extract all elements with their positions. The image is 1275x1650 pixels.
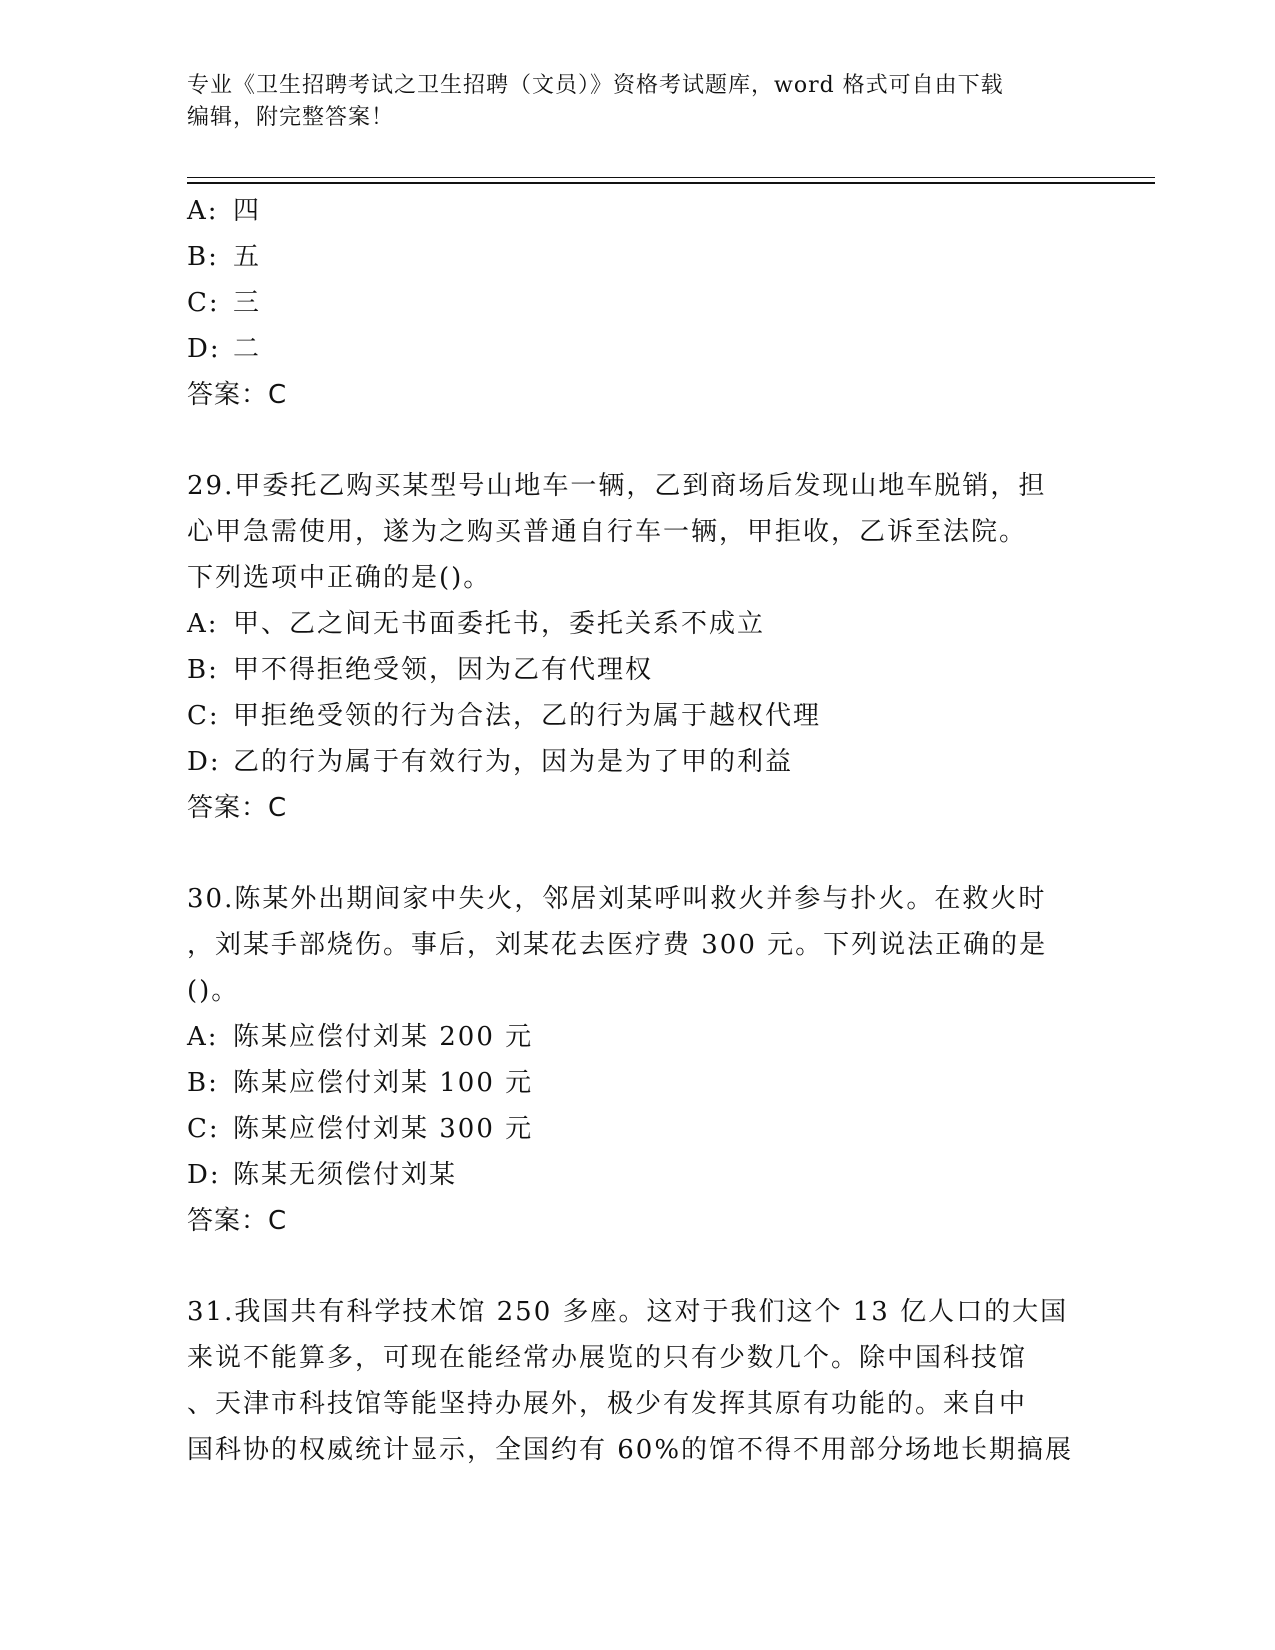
question-stem-line: 、天津市科技馆等能坚持办展外，极少有发挥其原有功能的。来自中 <box>187 1389 1028 1419</box>
option-c: C: 三 <box>187 288 262 318</box>
answer-line: 答案：C <box>187 1206 288 1236</box>
header-line-2: 编辑，附完整答案！ <box>187 105 395 130</box>
question-stem-line: 31.我国共有科学技术馆 250 多座。这对于我们这个 13 亿人口的大国 <box>187 1297 1069 1327</box>
question-list <box>187 188 1087 1473</box>
question-stem-line: 下列选项中正确的是()。 <box>187 563 492 593</box>
option-d: D: 乙的行为属于有效行为，因为是为了甲的利益 <box>187 747 794 777</box>
answer-line: 答案：C <box>187 380 288 410</box>
header-line-1: 专业《卫生招聘考试之卫生招聘（文员）》资格考试题库，word 格式可自由下载 <box>187 73 1004 98</box>
option-b: B: 甲不得拒绝受领，因为乙有代理权 <box>187 655 654 685</box>
answer-line: 答案：C <box>187 793 288 823</box>
option-d: D: 陈某无须偿付刘某 <box>187 1160 458 1190</box>
header-divider-thick <box>187 182 1155 184</box>
question-stem-line: 30.陈某外出期间家中失火，邻居刘某呼叫救火并参与扑火。在救火时 <box>187 884 1047 914</box>
option-a: A: 四 <box>187 196 262 226</box>
option-c: C: 甲拒绝受领的行为合法，乙的行为属于越权代理 <box>187 701 822 731</box>
option-a: A: 甲、乙之间无书面委托书，委托关系不成立 <box>187 609 766 639</box>
question-stem-line: 国科协的权威统计显示，全国约有 60%的馆不得不用部分场地长期搞展 <box>187 1435 1074 1465</box>
option-d: D: 二 <box>187 334 262 364</box>
option-c: C: 陈某应偿付刘某 300 元 <box>187 1114 534 1144</box>
question-stem-line: 来说不能算多，可现在能经常办展览的只有少数几个。除中国科技馆 <box>187 1343 1028 1373</box>
question-28 <box>187 188 1087 418</box>
question-stem-line: 心甲急需使用，遂为之购买普通自行车一辆，甲拒收，乙诉至法院。 <box>187 517 1028 547</box>
question-30 <box>187 876 1087 1244</box>
question-31 <box>187 1289 1087 1473</box>
question-stem-line: ，刘某手部烧伤。事后，刘某花去医疗费 300 元。下列说法正确的是 <box>187 930 1048 960</box>
option-b: B: 陈某应偿付刘某 100 元 <box>187 1068 534 1098</box>
question-29 <box>187 463 1087 831</box>
option-b: B: 五 <box>187 242 262 272</box>
question-stem-line: 29.甲委托乙购买某型号山地车一辆，乙到商场后发现山地车脱销，担 <box>187 471 1047 501</box>
document-header <box>187 70 1087 134</box>
option-a: A: 陈某应偿付刘某 200 元 <box>187 1022 534 1052</box>
question-stem-line: ()。 <box>187 976 240 1006</box>
header-divider-thin <box>187 177 1155 178</box>
